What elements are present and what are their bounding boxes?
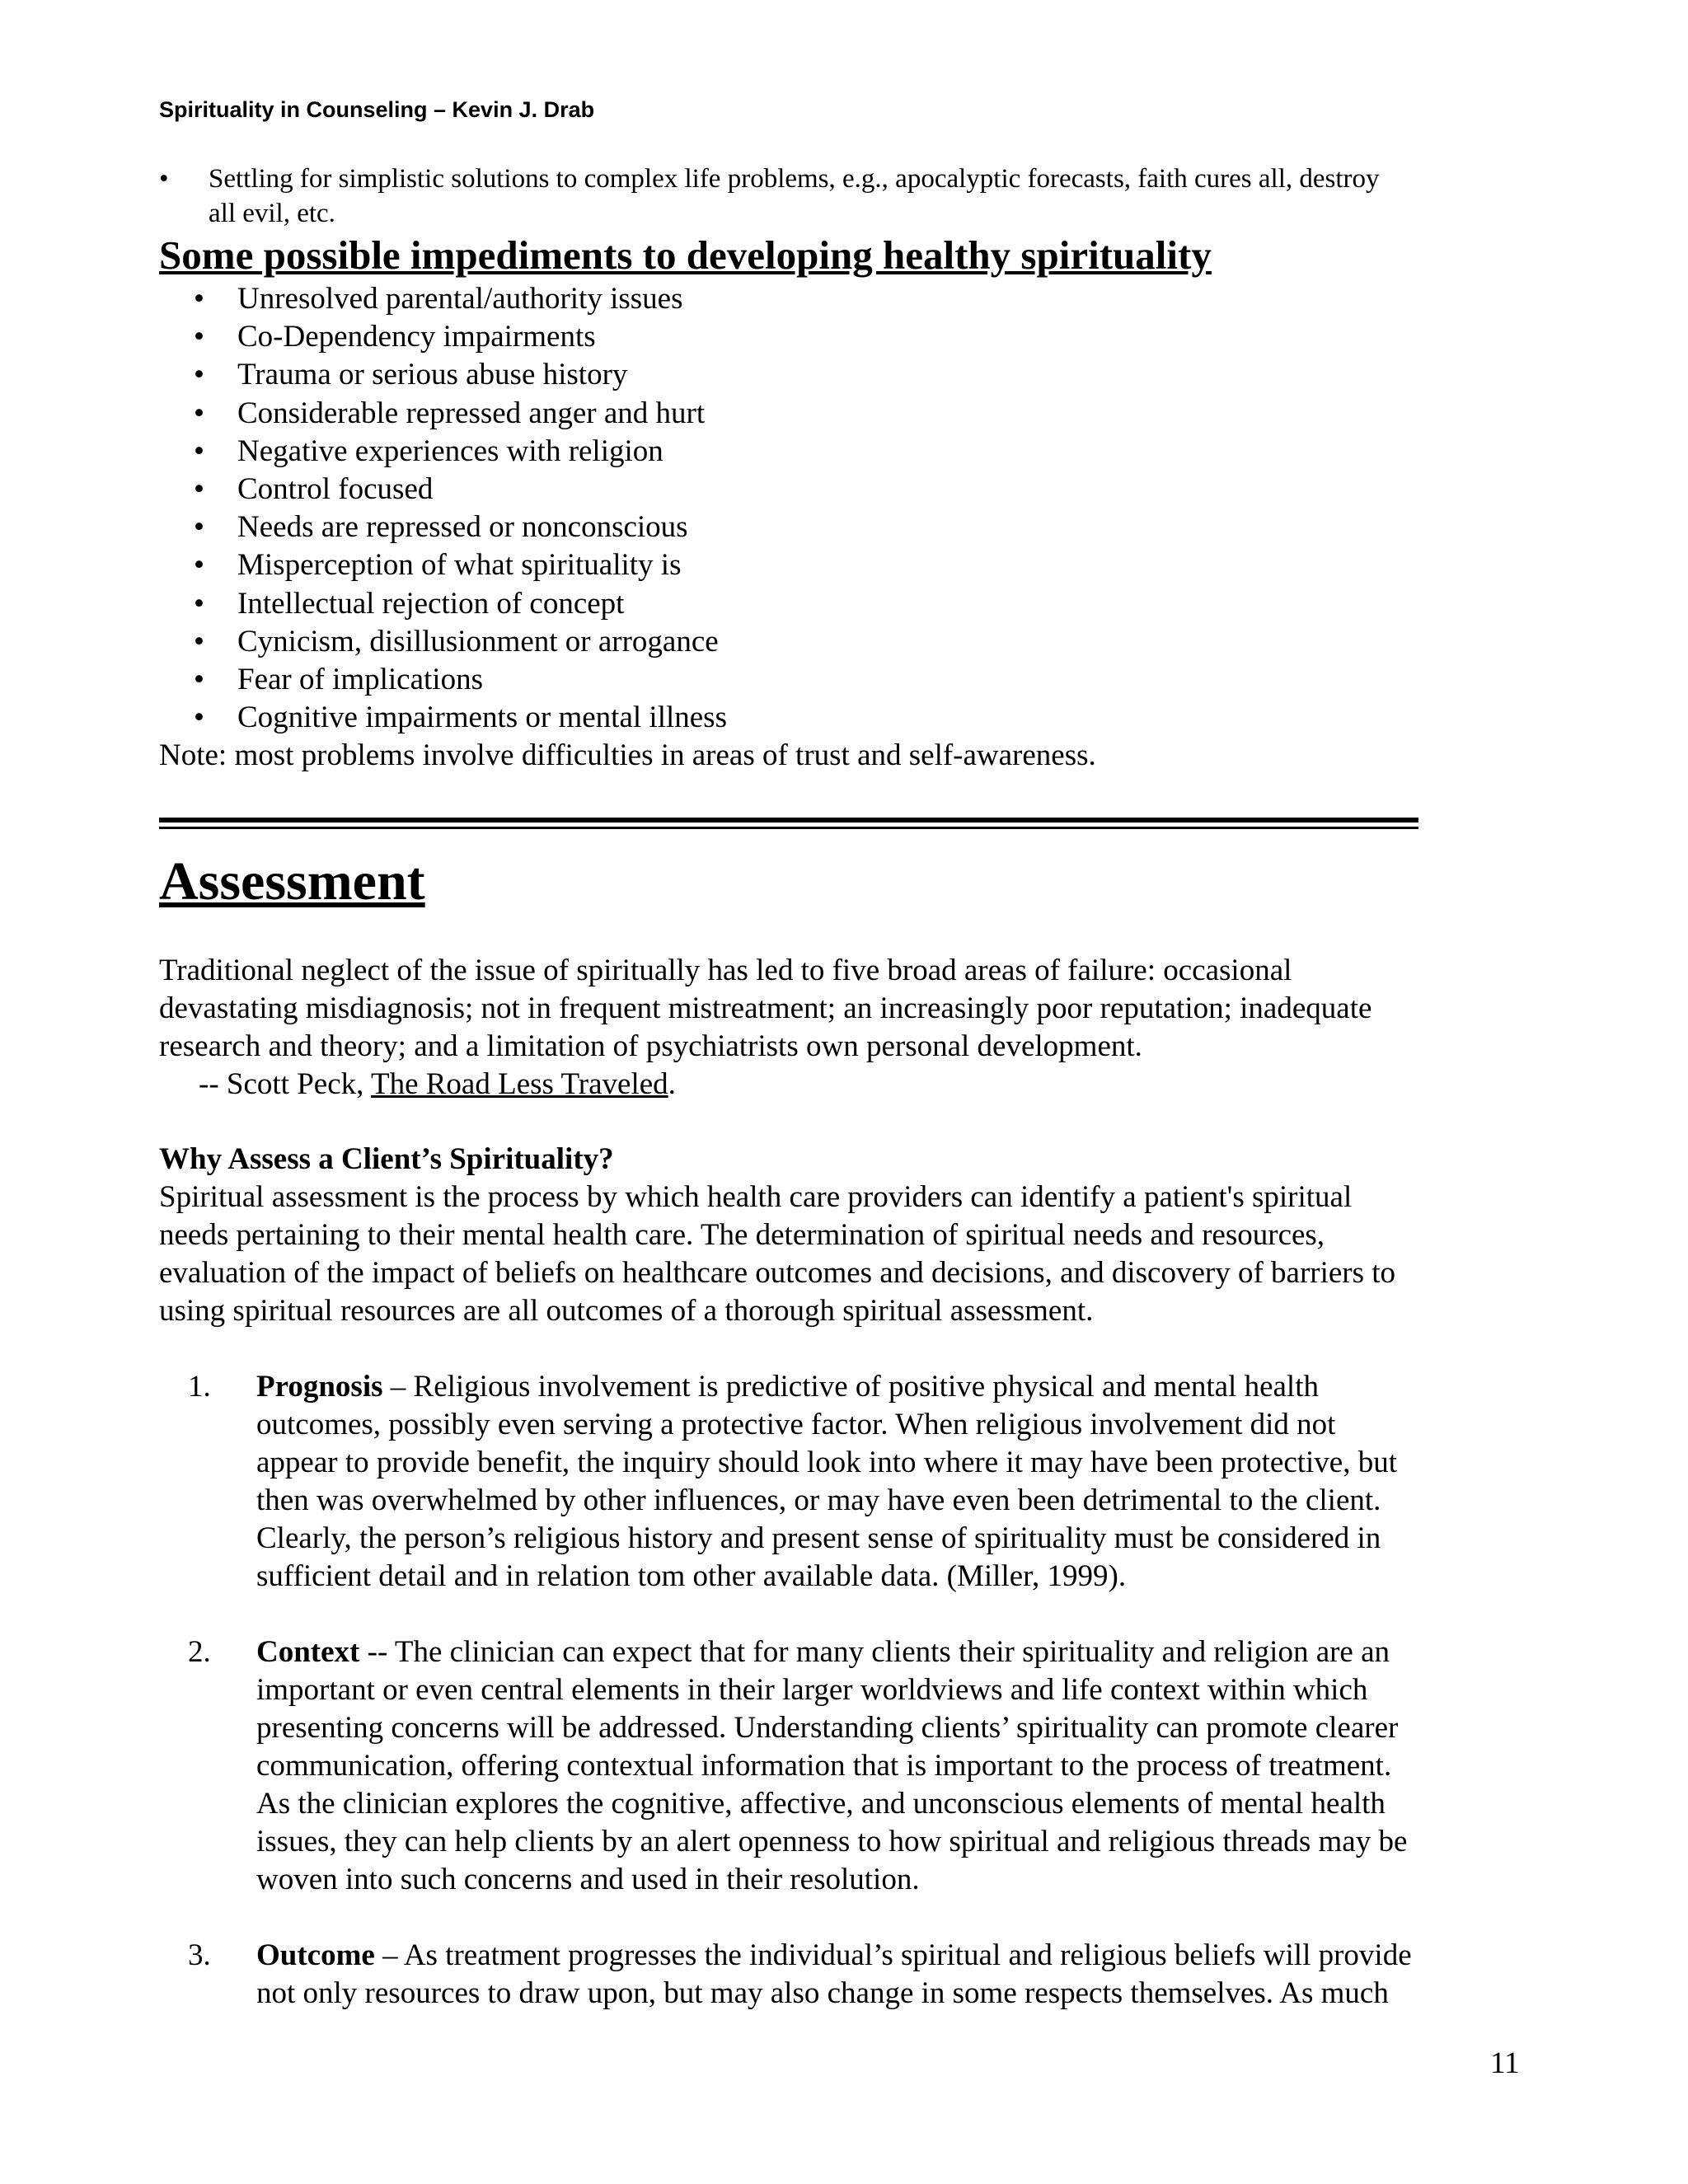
section-divider-thick — [159, 818, 1418, 823]
list-item: • Needs are repressed or nonconscious — [194, 510, 688, 545]
list-item: • Unresolved parental/authority issues — [194, 282, 683, 316]
assessment-heading: Assessment — [159, 851, 425, 912]
list-item: • Co-Dependency impairments — [194, 320, 596, 354]
item-number: 1. — [188, 1370, 211, 1404]
why-assess-heading: Why Assess a Client’s Spirituality? — [159, 1142, 614, 1176]
reason-item-outcome: 3. Outcome – As treatment progresses the individual’s spiritual and religious beliefs will provide not only resources to draw upon, but may also change in some respects themselves. As much — [188, 1938, 1412, 2010]
list-item: • Negative experiences with religion — [194, 434, 663, 468]
quote-line: Traditional neglect of the issue of spiritually has led to five broad areas of failure: occasional — [159, 954, 1292, 987]
list-item: • Misperception of what spirituality is — [194, 548, 682, 583]
bullet-dot: • — [159, 164, 169, 194]
book-title: The Road Less Traveled — [370, 1067, 668, 1101]
item-term: Context — [256, 1635, 360, 1669]
list-item: • Trauma or serious abuse history — [194, 358, 628, 392]
quote-attribution: -- Scott Peck, The Road Less Traveled. — [199, 1067, 676, 1101]
carryover-bullet — [159, 162, 1527, 231]
bullet-line: all evil, etc. — [209, 199, 335, 228]
reason-item-context: 2. Context -- The clinician can expect that for many clients their spirituality and religion are an important or even central elements in their larger worldviews and life context within which presenting concerns will be addressed. Understanding clients’ spirituality can promote clearer communication, offering contextual information that is important to the process of treatment. As the clinician explores the cognitive, affective, and unconscious elements of mental health issues, they can help clients by an alert openness to how spiritual and religious threads may be woven into such concerns and used in their resolution. — [188, 1635, 1408, 1896]
bullet-line: Settling for simplistic solutions to complex life problems, e.g., apocalyptic forecasts, faith cures all, destroy — [209, 164, 1380, 194]
impediments-list — [159, 280, 727, 737]
list-item: • Fear of implications — [194, 663, 483, 697]
section-divider-thin — [159, 827, 1418, 829]
impediments-heading: Some possible impediments to developing healthy spirituality — [159, 232, 1212, 278]
list-item: • Intellectual rejection of concept — [194, 586, 625, 621]
item-number: 3. — [188, 1938, 211, 1972]
impediments-note: Note: most problems involve difficulties in areas of trust and self-awareness. — [159, 738, 1096, 772]
list-item: • Considerable repressed anger and hurt — [194, 396, 706, 430]
item-number: 2. — [188, 1635, 211, 1669]
epigraph-quote — [159, 952, 1560, 1104]
reason-item-prognosis: 1. Prognosis – Religious involvement is predictive of positive physical and mental health outcomes, possibly even serving a protective factor. When religious involvement did not appear to provide benefit, the inquiry should look into where it may have been protective, but then was overwhelmed by other influences, or may have even been detrimental to the client. Clearly, the person’s religious history and present sense of spirituality must be considered in sufficient detail and in relation tom other available data. (Miller, 1999). — [188, 1370, 1398, 1593]
running-header: Spirituality in Counseling – Kevin J. Drab — [159, 97, 595, 122]
item-term: Outcome — [256, 1938, 375, 1972]
page-number: 11 — [1490, 2046, 1520, 2080]
item-term: Prognosis — [256, 1370, 383, 1404]
why-assess-paragraph: Spiritual assessment is the process by which health care providers can identify a patient's spiritual needs pertaining to their mental health care. The determination of spiritual needs and resources, evaluation of the impact of beliefs on healthcare outcomes and decisions, and discovery of barriers to using spiritual resources are all outcomes of a thorough spiritual assessment. — [159, 1180, 1396, 1328]
quote-line: devastating misdiagnosis; not in frequent mistreatment; an increasingly poor reputation; inadequate — [159, 991, 1372, 1025]
quote-line: research and theory; and a limitation of psychiatrists own personal development. — [159, 1029, 1142, 1063]
list-item: • Cognitive impairments or mental illness — [194, 701, 727, 735]
list-item: • Control focused — [194, 472, 434, 507]
list-item: • Cynicism, disillusionment or arrogance — [194, 624, 719, 658]
